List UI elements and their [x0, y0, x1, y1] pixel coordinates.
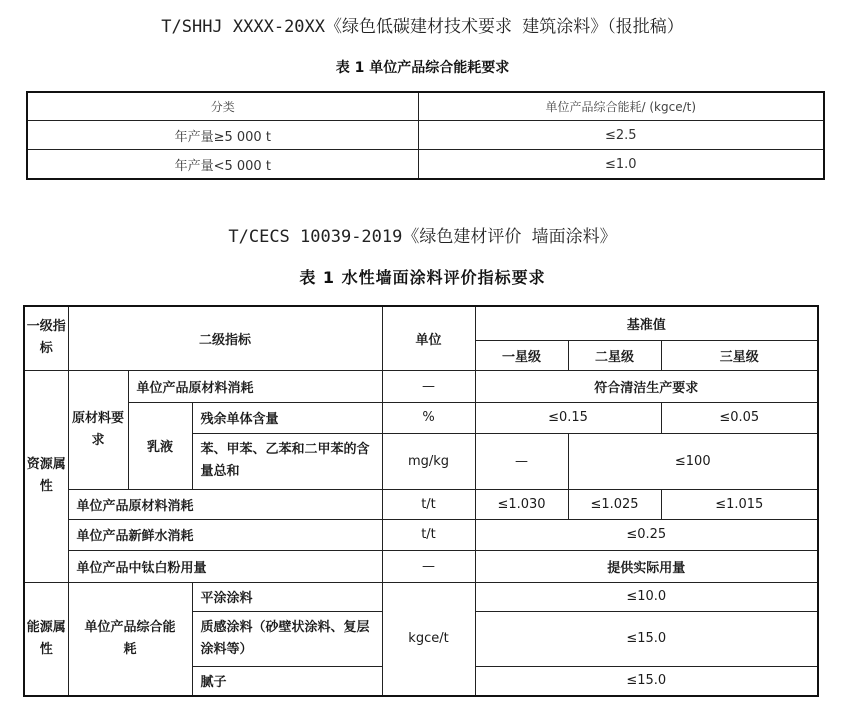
value-cell: ≤0.05 [661, 402, 818, 433]
group-raw-material-req: 原材料要求 [68, 370, 128, 489]
value-cell: 符合清洁生产要求 [475, 370, 818, 402]
row-label: 质感涂料（砂壁状涂料、复层涂料等） [192, 611, 382, 666]
row-label: 单位产品中钛白粉用量 [68, 550, 382, 582]
row-label: 单位产品原材料消耗 [128, 370, 382, 402]
value-cell: ≤100 [568, 433, 818, 489]
group-emulsion: 乳液 [128, 402, 192, 489]
energy-consumption-table [26, 91, 825, 180]
value-cell: — [475, 433, 568, 489]
group-energy: 能源属性 [24, 582, 68, 696]
evaluation-index-table [23, 305, 819, 697]
value-cell: ≤1.030 [475, 489, 568, 519]
standard-title-2: T/CECS 10039-2019《绿色建材评价 墙面涂料》 [228, 227, 617, 247]
value-cell: ≤1.025 [568, 489, 661, 519]
category-cell: 年产量<5 000 t [27, 150, 418, 180]
table-row [27, 150, 824, 180]
category-cell: 年产量≥5 000 t [27, 121, 418, 150]
unit-cell: % [382, 402, 475, 433]
unit-cell: kgce/t [382, 582, 475, 696]
row-label: 残余单体含量 [192, 402, 382, 433]
group-resource: 资源属性 [24, 370, 68, 582]
row-label: 腻子 [192, 666, 382, 696]
header-benchmark: 基准值 [475, 306, 818, 340]
row-label: 平涂涂料 [192, 582, 382, 611]
value-cell: ≤0.25 [475, 519, 818, 550]
table-header-row [27, 92, 824, 121]
table-row [24, 519, 818, 550]
header-unit: 单位 [382, 306, 475, 370]
value-cell: ≤15.0 [475, 666, 818, 696]
table-row [24, 582, 818, 611]
unit-cell: — [382, 550, 475, 582]
value-cell: 提供实际用量 [475, 550, 818, 582]
unit-cell: t/t [382, 489, 475, 519]
group-unit-energy: 单位产品综合能耗 [68, 582, 192, 696]
value-cell: ≤0.15 [475, 402, 661, 433]
header-level2: 二级指标 [68, 306, 382, 370]
header-category: 分类 [27, 92, 418, 121]
row-label: 苯、甲苯、乙苯和二甲苯的含量总和 [192, 433, 382, 489]
header-star1: 一星级 [475, 340, 568, 370]
value-cell: ≤1.015 [661, 489, 818, 519]
table-row [24, 489, 818, 519]
table-row [27, 121, 824, 150]
value-cell: ≤10.0 [475, 582, 818, 611]
row-label: 单位产品原材料消耗 [68, 489, 382, 519]
standard-title-1: T/SHHJ XXXX-20XX《绿色低碳建材技术要求 建筑涂料》（报批稿） [161, 17, 684, 37]
row-label: 单位产品新鲜水消耗 [68, 519, 382, 550]
header-star3: 三星级 [661, 340, 818, 370]
table2-caption: 表 1 水性墙面涂料评价指标要求 [299, 268, 546, 287]
table-row [24, 402, 818, 433]
value-cell: ≤15.0 [475, 611, 818, 666]
header-energy: 单位产品综合能耗/ (kgce/t) [418, 92, 824, 121]
table-row [24, 370, 818, 402]
table-row [24, 550, 818, 582]
unit-cell: t/t [382, 519, 475, 550]
table-header-row [24, 306, 818, 340]
header-star2: 二星级 [568, 340, 661, 370]
unit-cell: mg/kg [382, 433, 475, 489]
value-cell: ≤1.0 [418, 150, 824, 180]
table1-caption: 表 1 单位产品综合能耗要求 [335, 60, 510, 76]
value-cell: ≤2.5 [418, 121, 824, 150]
unit-cell: — [382, 370, 475, 402]
header-level1: 一级指标 [24, 306, 68, 370]
